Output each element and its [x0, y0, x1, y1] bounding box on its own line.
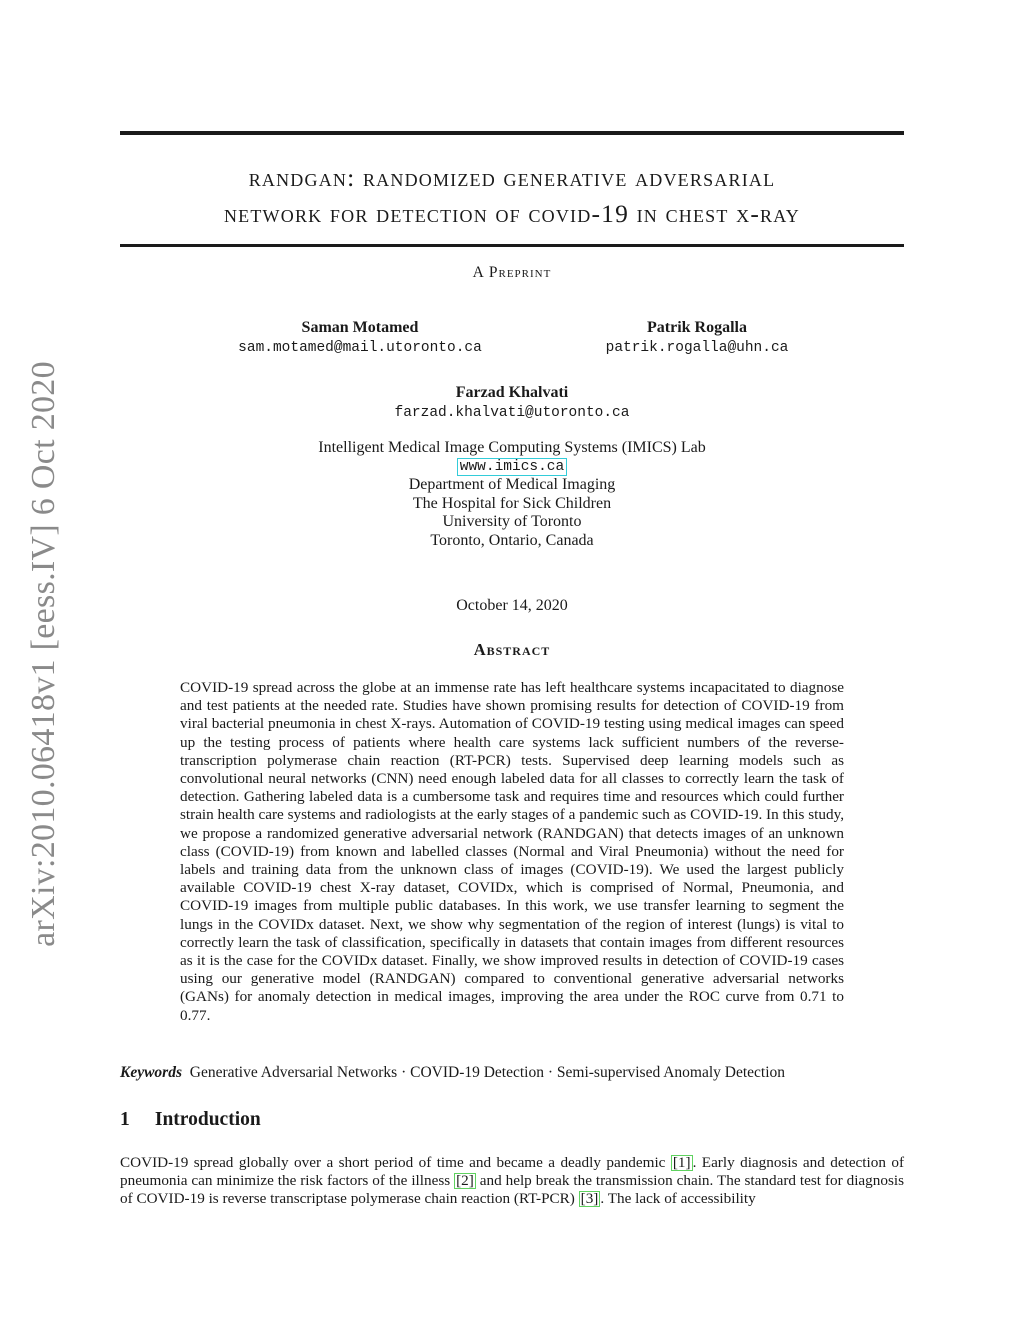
author-1	[200, 318, 520, 358]
citation-link[interactable]: [2]	[456, 1172, 474, 1190]
author-email[interactable]: sam.motamed@mail.utoronto.ca	[238, 340, 482, 356]
publication-date: October 14, 2020	[456, 597, 568, 614]
keywords-label: Keywords	[120, 1064, 182, 1081]
author-3	[312, 383, 712, 423]
keywords-line	[120, 1064, 904, 1082]
citation-link[interactable]: [1]	[672, 1154, 691, 1171]
arxiv-identifier-stamp: arXiv:2010.06418v1 [eess.IV] 6 Oct 2020	[25, 361, 62, 947]
website-link[interactable]: www.imics.ca	[457, 458, 567, 476]
abstract-heading: Abstract	[473, 640, 551, 659]
author-name: Farzad Khalvati	[455, 384, 569, 401]
title-top-rule	[120, 131, 904, 135]
citation-link[interactable]: [3]	[580, 1190, 599, 1208]
affiliation-university: University of Toronto	[442, 513, 582, 531]
author-email[interactable]: patrik.rogalla@uhn.ca	[605, 340, 789, 356]
author-email[interactable]: farzad.khalvati@utoronto.ca	[394, 405, 630, 421]
intro-text: COVID-19 spread globally over a short period of time and became a deadly pandemic	[120, 1154, 671, 1171]
abstract-text: COVID-19 spread across the globe at an immense rate has left healthcare systems incapacitated to diagnose and test patients at the needed rate. Studies have shown promising results for detection of COVID-19 from viral bacterial pneumonia in chest X-rays. Automation of COVID-19 testing using medical images can speed up the testing process of patients where health care systems lack sufficient numbers of the reverse-transcription polymerase chain reaction (RT-PCR) tests. Supervised deep learning models such as convolutional neural networks (CNN) need enough labeled data for all classes to correctly learn the task of detection. Gathering labeled data is a cumbersome task and requires time and resources which could further strain health care systems and radiologists at the early stages of a pandemic such as COVID-19. In this study, we propose a randomized generative adversarial network (RANDGAN) that detects images of an unknown class (COVID-19) from known and labelled classes (Normal and Viral Pneumonia) without the need for labels and training data from the unknown class of images (COVID-19). We used the largest publicly available COVID-19 chest X-ray dataset, COVIDx, which is comprised of Normal, Pneumonia, and COVID-19 images from multiple public databases. In this work, we use transfer learning to segment the lungs in the COVIDx dataset. Next, we show why segmentation of the region of interest (lungs) is vital to correctly learn the task of classification, specifically in datasets that contain images from different resources as it is the case for the COVIDx dataset. Finally, we show improved results in detection of COVID-19 cases using our generative model (RANDGAN) compared to conventional generative adversarial networks (GANs) for anomaly detection in medical images, improving the area under the ROC curve from 0.71 to 0.77.	[180, 679, 844, 1024]
author-name: Saman Motamed	[301, 319, 419, 336]
author-2	[557, 318, 837, 358]
title-line-1: randgan: randomized generative adversarial	[248, 163, 776, 192]
title-line-2: network for detection of covid-19 in chest x-ray	[223, 199, 801, 228]
preprint-label: A Preprint	[472, 264, 552, 281]
intro-text: . Early diagnosis and detection of pneumonia can minimize the risk factors of the illness	[120, 1154, 905, 1190]
affiliation-department: Department of Medical Imaging	[408, 476, 616, 494]
paper-title	[120, 160, 904, 232]
affiliation-block	[0, 439, 1024, 550]
affiliation-location: Toronto, Ontario, Canada	[430, 531, 594, 549]
intro-text: and help break the transmission chain. The standard test for diagnosis of COVID-19 is reverse transcriptase polymerase chain reaction (RT-PCR)	[120, 1172, 904, 1208]
section-number: 1	[120, 1109, 130, 1130]
author-name: Patrik Rogalla	[647, 319, 747, 336]
keywords-text: Generative Adversarial Networks · COVID-19 Detection · Semi-supervised Anomaly Detection	[189, 1064, 786, 1081]
intro-text: . The lack of accessibility	[600, 1190, 756, 1208]
section-heading	[120, 1109, 261, 1131]
section-title: Introduction	[154, 1109, 261, 1130]
affiliation-lab: Intelligent Medical Image Computing Systems (IMICS) Lab	[318, 439, 706, 456]
introduction-paragraph	[120, 1154, 904, 1209]
affiliation-hospital: The Hospital for Sick Children	[412, 494, 612, 512]
title-bottom-rule	[120, 244, 904, 247]
